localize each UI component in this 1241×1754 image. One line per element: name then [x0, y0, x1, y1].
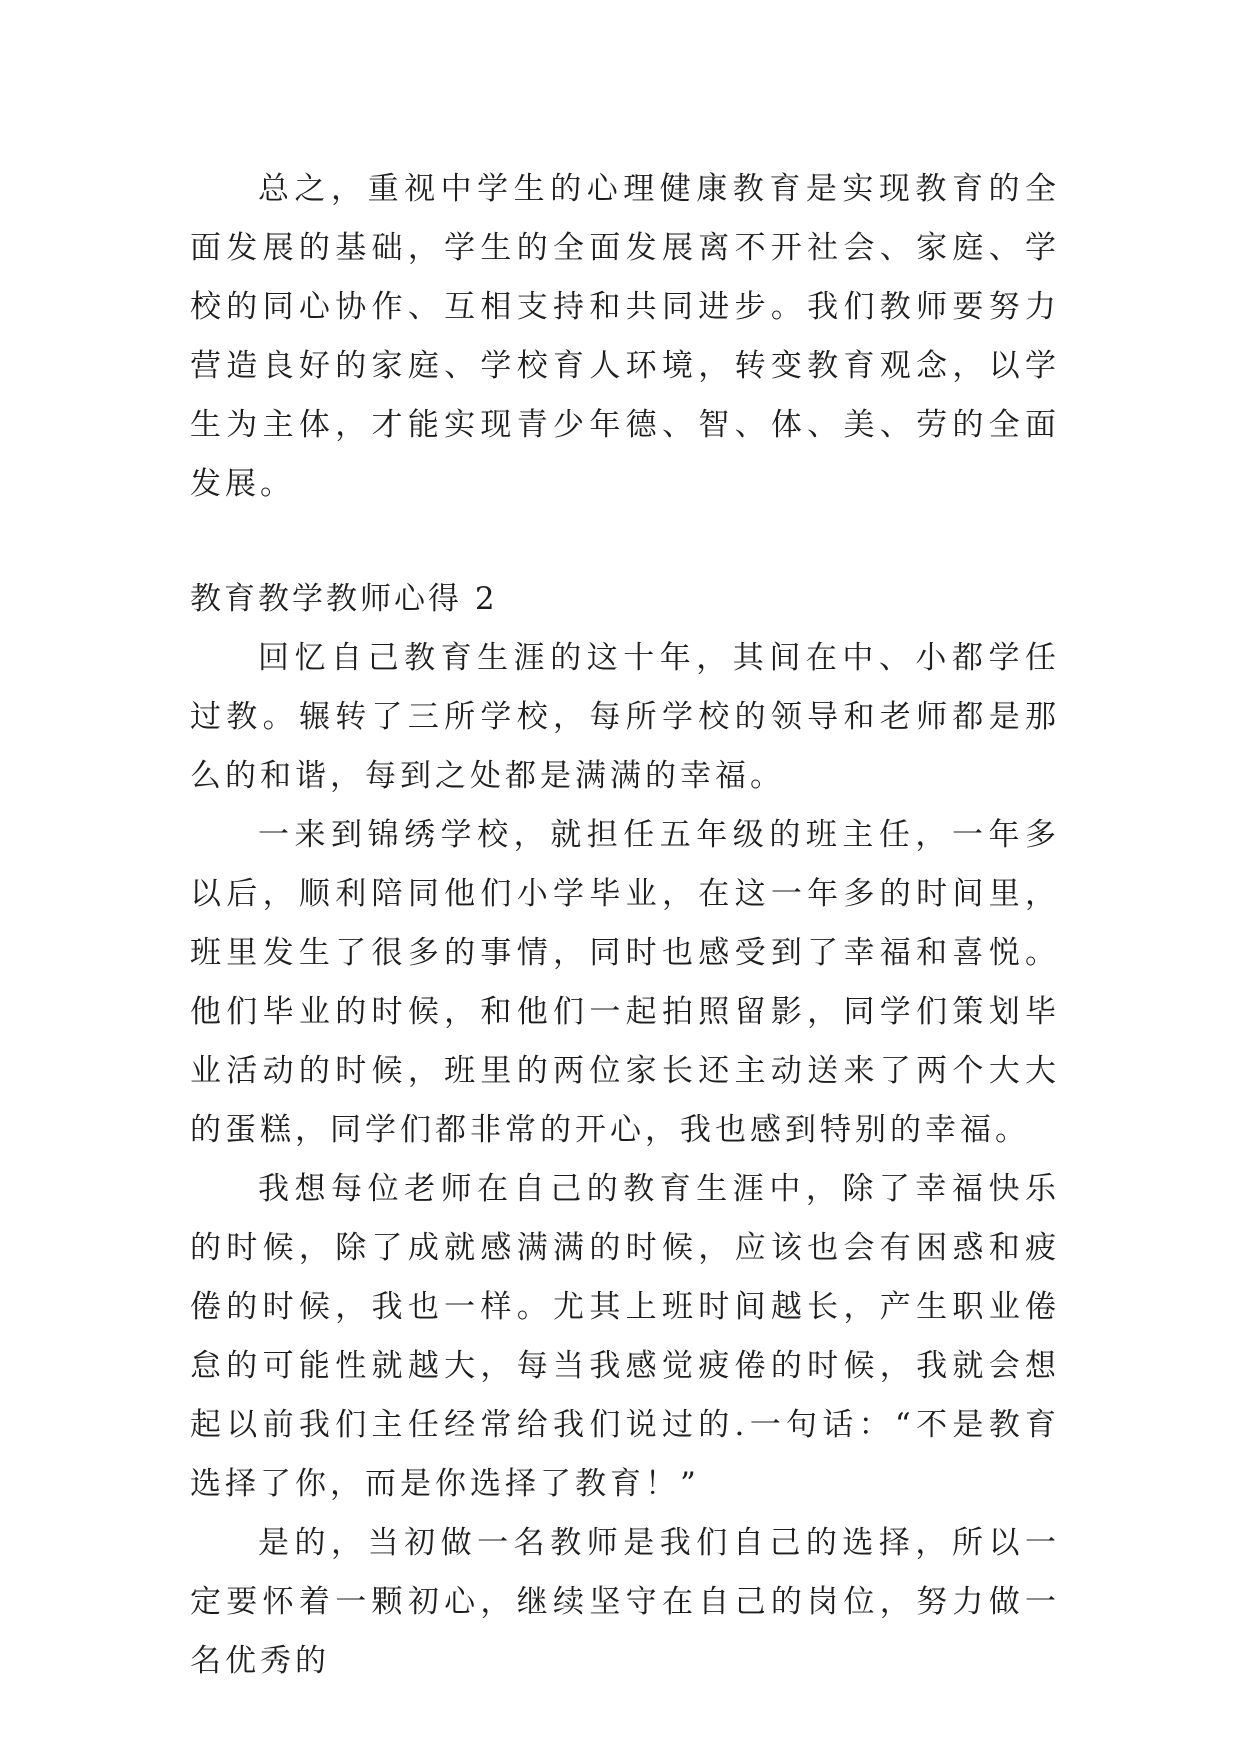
- paragraph-3: 我想每位老师在自己的教育生涯中，除了幸福快乐的时候，除了成就感满满的时候，应该也会有困惑和疲倦的时候，我也一样。尤其上班时间越长，产生职业倦怠的可能性就越大，每当我感觉疲倦的时候，我就会想起以前我们主任经常给我们说过的.一句话：“不是教育选择了你，而是你选择了教育！”: [190, 1171, 1060, 1502]
- paragraph-2: 一来到锦绣学校，就担任五年级的班主任，一年多以后，顺利陪同他们小学毕业，在这一年多的时间里，班里发生了很多的事情，同时也感受到了幸福和喜悦。他们毕业的时候，和他们一起拍照留影，同学们策划毕业活动的时候，班里的两位家长还主动送来了两个大大的蛋糕，同学们都非常的开心，我也感到特别的幸福。: [190, 817, 1060, 1148]
- section-title: 教育教学教师心得 2: [190, 581, 498, 617]
- paragraph-conclusion: 总之，重视中学生的心理健康教育是实现教育的全面发展的基础，学生的全面发展离不开社会、家庭、学校的同心协作、互相支持和共同进步。我们教师要努力营造良好的家庭、学校育人环境，转变教育观念，以学生为主体，才能实现青少年德、智、体、美、劳的全面发展。: [190, 171, 1060, 502]
- paragraph-4: 是的，当初做一名教师是我们自己的选择，所以一定要怀着一颗初心，继续坚守在自己的岗位，努力做一名优秀的: [190, 1525, 1060, 1679]
- document-body: [190, 160, 1060, 1691]
- paragraph-1: 回忆自己教育生涯的这十年，其间在中、小都学任过教。辗转了三所学校，每所学校的领导和老师都是那么的和谐，每到之处都是满满的幸福。: [190, 640, 1060, 794]
